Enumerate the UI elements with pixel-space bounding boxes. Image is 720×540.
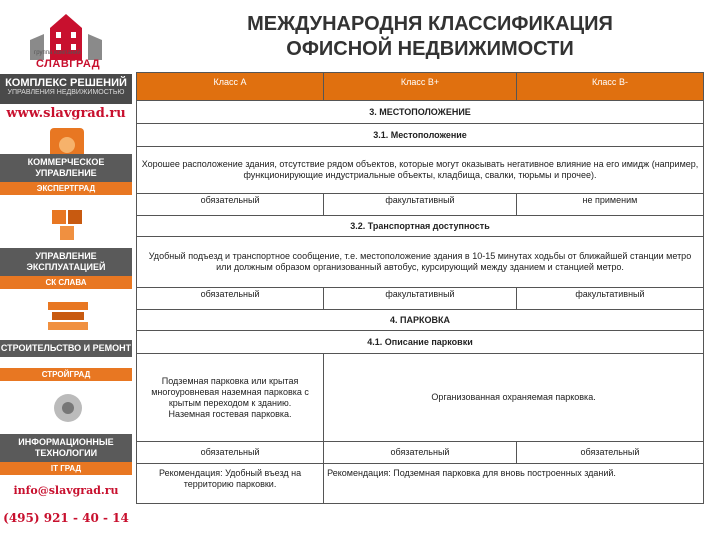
recommendation-class-a: Рекомендация: Удобный въезд на территорию парковки. xyxy=(137,464,324,504)
email-link[interactable]: info@slavgrad.ru xyxy=(13,484,119,497)
table-row xyxy=(137,288,704,310)
header-class-b-plus: Класс В+ xyxy=(324,73,517,101)
tile-name: КОММЕРЧЕСКОЕ УПРАВЛЕНИЕ xyxy=(0,154,132,182)
tile-name: УПРАВЛЕНИЕ ЭКСПЛУАТАЦИЕЙ xyxy=(0,248,132,276)
table-header-row xyxy=(137,73,704,101)
logo-small-text: группа компаний xyxy=(34,50,81,56)
page-title xyxy=(140,12,720,62)
table-row xyxy=(137,331,704,354)
complex-banner xyxy=(0,74,132,104)
recommendation-class-b: Рекомендация: Подземная парковка для вновь построенных зданий. xyxy=(324,464,704,504)
sidebar xyxy=(0,0,132,540)
gear-icon xyxy=(38,388,98,438)
table-row xyxy=(137,124,704,147)
header-class-a: Класс А xyxy=(137,73,324,101)
transport-class-b-plus: факультативный xyxy=(324,288,517,310)
subsection-parking: 4.1. Описание парковки xyxy=(137,331,704,354)
tile-name: СТРОИТЕЛЬСТВО И РЕМОНТ xyxy=(0,340,132,357)
section-parking: 4. ПАРКОВКА xyxy=(137,310,704,331)
logo-text: СЛАВГРАД xyxy=(36,58,101,70)
table-row xyxy=(137,442,704,464)
title-line-2: ОФИСНОЙ НЕДВИЖИМОСТИ xyxy=(286,38,574,60)
table-row xyxy=(137,354,704,442)
parking-class-a-desc: Подземная парковка или крытая многоуровневая наземная парковка с крытым переходом к зданию. Наземная гостевая парковка. xyxy=(137,354,324,442)
parking-class-b-desc: Организованная охраняемая парковка. xyxy=(324,354,704,442)
table-row xyxy=(137,237,704,288)
subsection-location: 3.1. Местоположение xyxy=(137,124,704,147)
subsection-transport: 3.2. Транспортная доступность xyxy=(137,216,704,237)
title-line-1: МЕЖДУНАРОДНЯ КЛАССИФИКАЦИЯ xyxy=(247,13,613,35)
website-link[interactable]: www.slavgrad.ru xyxy=(6,106,126,121)
tile-sub: СК СЛАВА xyxy=(0,276,132,289)
location-description: Хорошее расположение здания, отсутствие рядом объектов, которые могут оказывать негативное влияние на его имидж (например, функционирующие индустриальные объекты, кладбища, свалки, тюрьмы и прочее). xyxy=(137,147,704,194)
table-row xyxy=(137,147,704,194)
parking-class-a: обязательный xyxy=(137,442,324,464)
tile-sub: IT ГРАД xyxy=(0,462,132,475)
table-row xyxy=(137,216,704,237)
transport-class-b-minus: факультативный xyxy=(516,288,703,310)
classification-table xyxy=(136,72,704,504)
location-class-b-plus: факультативный xyxy=(324,194,517,216)
table-row xyxy=(137,194,704,216)
phone-number: (495) 921 - 40 - 14 xyxy=(3,511,129,525)
table-row xyxy=(137,464,704,504)
table-row xyxy=(137,310,704,331)
tile-sub: ЭКСПЕРТГРАД xyxy=(0,182,132,195)
tile-sub: СТРОЙГРАД xyxy=(0,368,132,381)
transport-class-a: обязательный xyxy=(137,288,324,310)
header-class-b-minus: Класс В- xyxy=(516,73,703,101)
complex-subtitle: УПРАВЛЕНИЯ НЕДВИЖИМОСТЬЮ xyxy=(7,89,125,96)
tile-name: ИНФОРМАЦИОННЫЕ ТЕХНОЛОГИИ xyxy=(0,434,132,462)
transport-description: Удобный подъезд и транспортное сообщение, т.е. местоположение здания в 10-15 минутах ходьбы от ближайшей станции метро или должным образом организованный автобус, курсирующий между зданием и станцией метро. xyxy=(137,237,704,288)
bricks-icon xyxy=(38,296,98,346)
parking-class-b-minus: обязательный xyxy=(516,442,703,464)
location-class-b-minus: не применим xyxy=(516,194,703,216)
location-class-a: обязательный xyxy=(137,194,324,216)
complex-title: КОМПЛЕКС РЕШЕНИЙ xyxy=(5,77,127,89)
table-row xyxy=(137,101,704,124)
parking-class-b-plus: обязательный xyxy=(324,442,517,464)
cubes-icon xyxy=(38,204,98,254)
section-location: 3. МЕСТОПОЛОЖЕНИЕ xyxy=(137,101,704,124)
